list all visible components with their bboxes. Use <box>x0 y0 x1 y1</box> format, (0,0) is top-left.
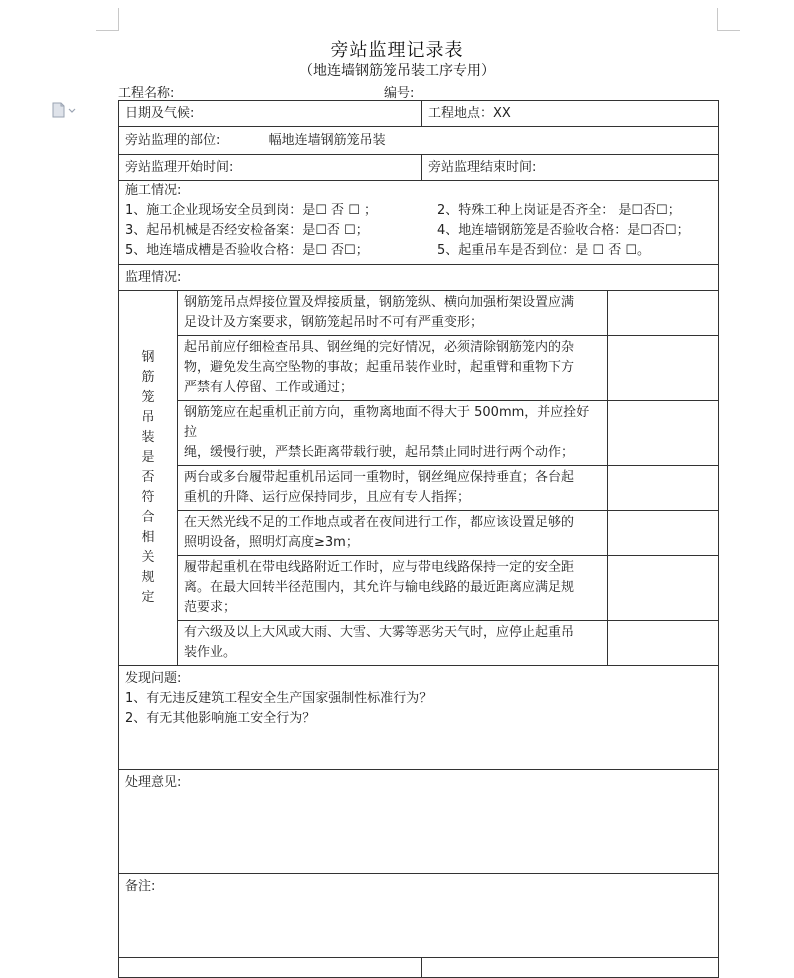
supervision-check-result-cell[interactable] <box>608 336 719 401</box>
supervision-check-result-cell[interactable] <box>608 401 719 466</box>
supervision-record-table <box>118 100 719 978</box>
construction-item: 2、特殊工种上岗证是否齐全： 是☐否☐； <box>437 203 681 218</box>
project-site-label: 工程地点：XX <box>428 105 511 121</box>
row-handling-opinion <box>119 770 719 874</box>
supervision-check-result-cell[interactable] <box>608 511 719 556</box>
supervision-check-row <box>119 401 719 466</box>
supervision-check-item: 两台或多台履带起重机吊运同一重物时，钢丝绳应保持垂直；各台起 重机的升降、运行应保持同步，且应有专人指挥； <box>178 466 608 511</box>
row-signature <box>119 958 719 978</box>
supervision-check-row <box>119 466 719 511</box>
supervision-check-result-cell[interactable] <box>608 466 719 511</box>
end-time-label: 旁站监理结束时间: <box>428 159 537 175</box>
row-supervision-part <box>119 127 719 155</box>
construction-status-cell <box>119 181 719 265</box>
supervision-part-value: 幅地连墙钢筋笼吊装 <box>268 132 386 148</box>
supervision-heading-cell <box>119 265 719 291</box>
construction-item-row <box>125 241 712 261</box>
remarks-cell[interactable] <box>119 874 719 958</box>
end-time-cell[interactable] <box>422 155 719 181</box>
construction-item-row <box>125 201 712 221</box>
supervision-part-cell[interactable] <box>119 127 719 155</box>
problem-item: 1、有无违反建筑工程安全生产国家强制性标准行为？ <box>125 691 433 706</box>
supervision-check-item: 钢筋笼应在起重机正前方向，重物离地面不得大于 500mm，并应拴好拉 绳，缓慢行驶，严禁长距离带载行驶，起吊禁止同时进行两个动作； <box>178 401 608 466</box>
problems-found-cell[interactable] <box>119 666 719 770</box>
supervision-check-row <box>119 511 719 556</box>
construction-item: 3、起吊机械是否经安检备案：是☐否 ☐； <box>125 223 369 238</box>
supervision-part-label: 旁站监理的部位: <box>125 132 221 148</box>
supervision-check-result-cell[interactable] <box>608 621 719 666</box>
handling-opinion-cell[interactable] <box>119 770 719 874</box>
supervision-heading: 监理情况: <box>125 269 182 285</box>
problem-item: 2、有无其他影响施工安全行为？ <box>125 711 316 726</box>
supervision-check-result-cell[interactable] <box>608 556 719 621</box>
supervision-check-item: 钢筋笼吊点焊接位置及焊接质量，钢筋笼纵、横向加强桁架设置应满 足设计及方案要求，钢筋笼起吊时不可有严重变形； <box>178 291 608 336</box>
construction-heading: 施工情况: <box>125 183 182 198</box>
date-weather-cell[interactable] <box>119 101 422 127</box>
supervision-check-item: 有六级及以上大风或大雨、大雪、大雾等恶劣天气时，应停止起重吊 装作业。 <box>178 621 608 666</box>
page-corner-mark-top-right <box>717 8 740 31</box>
start-time-cell[interactable] <box>119 155 422 181</box>
project-name-label: 工程名称: <box>118 86 175 101</box>
opinion-heading: 处理意见: <box>125 775 182 790</box>
signature-right-cell[interactable] <box>422 958 719 978</box>
compliance-side-label: 钢筋笼吊装是否符合相关规定 <box>141 350 155 605</box>
construction-item: 5、起重吊车是否到位：是 ☐ 否 ☐。 <box>437 243 650 258</box>
start-time-label: 旁站监理开始时间: <box>125 159 234 175</box>
remarks-heading: 备注: <box>125 879 156 894</box>
row-date-site <box>119 101 719 127</box>
supervision-check-item: 在天然光线不足的工作地点或者在夜间进行工作，都应该设置足够的 照明设备，照明灯高度≥3m； <box>178 511 608 556</box>
supervision-check-row <box>119 621 719 666</box>
compliance-side-label-cell <box>119 291 178 666</box>
row-problems-found <box>119 666 719 770</box>
problems-heading: 发现问题: <box>125 671 182 686</box>
supervision-check-row <box>119 336 719 401</box>
document-number-label: 编号: <box>384 86 415 101</box>
project-site-cell[interactable] <box>422 101 719 127</box>
row-construction-status <box>119 181 719 265</box>
page-corner-mark-top-left <box>96 8 119 31</box>
supervision-check-row <box>119 291 719 336</box>
supervision-check-item: 起吊前应仔细检查吊具、钢丝绳的完好情况，必须清除钢筋笼内的杂 物，避免发生高空坠物的事故；起重吊装作业时，起重臂和重物下方 严禁有人停留、工作或通过； <box>178 336 608 401</box>
construction-item-row <box>125 221 712 241</box>
date-weather-label: 日期及气候: <box>125 105 195 121</box>
supervision-check-item: 履带起重机在带电线路附近工作时，应与带电线路保持一定的安全距 离。在最大回转半径范围内，其允许与输电线路的最近距离应满足规 范要求； <box>178 556 608 621</box>
construction-item: 4、地连墙钢筋笼是否验收合格：是☐否☐； <box>437 223 690 238</box>
row-remarks <box>119 874 719 958</box>
construction-item: 5、地连墙成槽是否验收合格：是☐ 否☐； <box>125 243 369 258</box>
signature-left-cell[interactable] <box>119 958 422 978</box>
document-title: 旁站监理记录表 <box>330 40 464 61</box>
document-icon[interactable] <box>52 102 78 118</box>
supervision-check-result-cell[interactable] <box>608 291 719 336</box>
supervision-check-row <box>119 556 719 621</box>
row-supervision-heading <box>119 265 719 291</box>
construction-item: 1、施工企业现场安全员到岗：是☐ 否 ☐ ； <box>125 203 377 218</box>
row-supervision-time <box>119 155 719 181</box>
document-subtitle: （地连墙钢筋笼吊装工序专用） <box>299 63 495 79</box>
